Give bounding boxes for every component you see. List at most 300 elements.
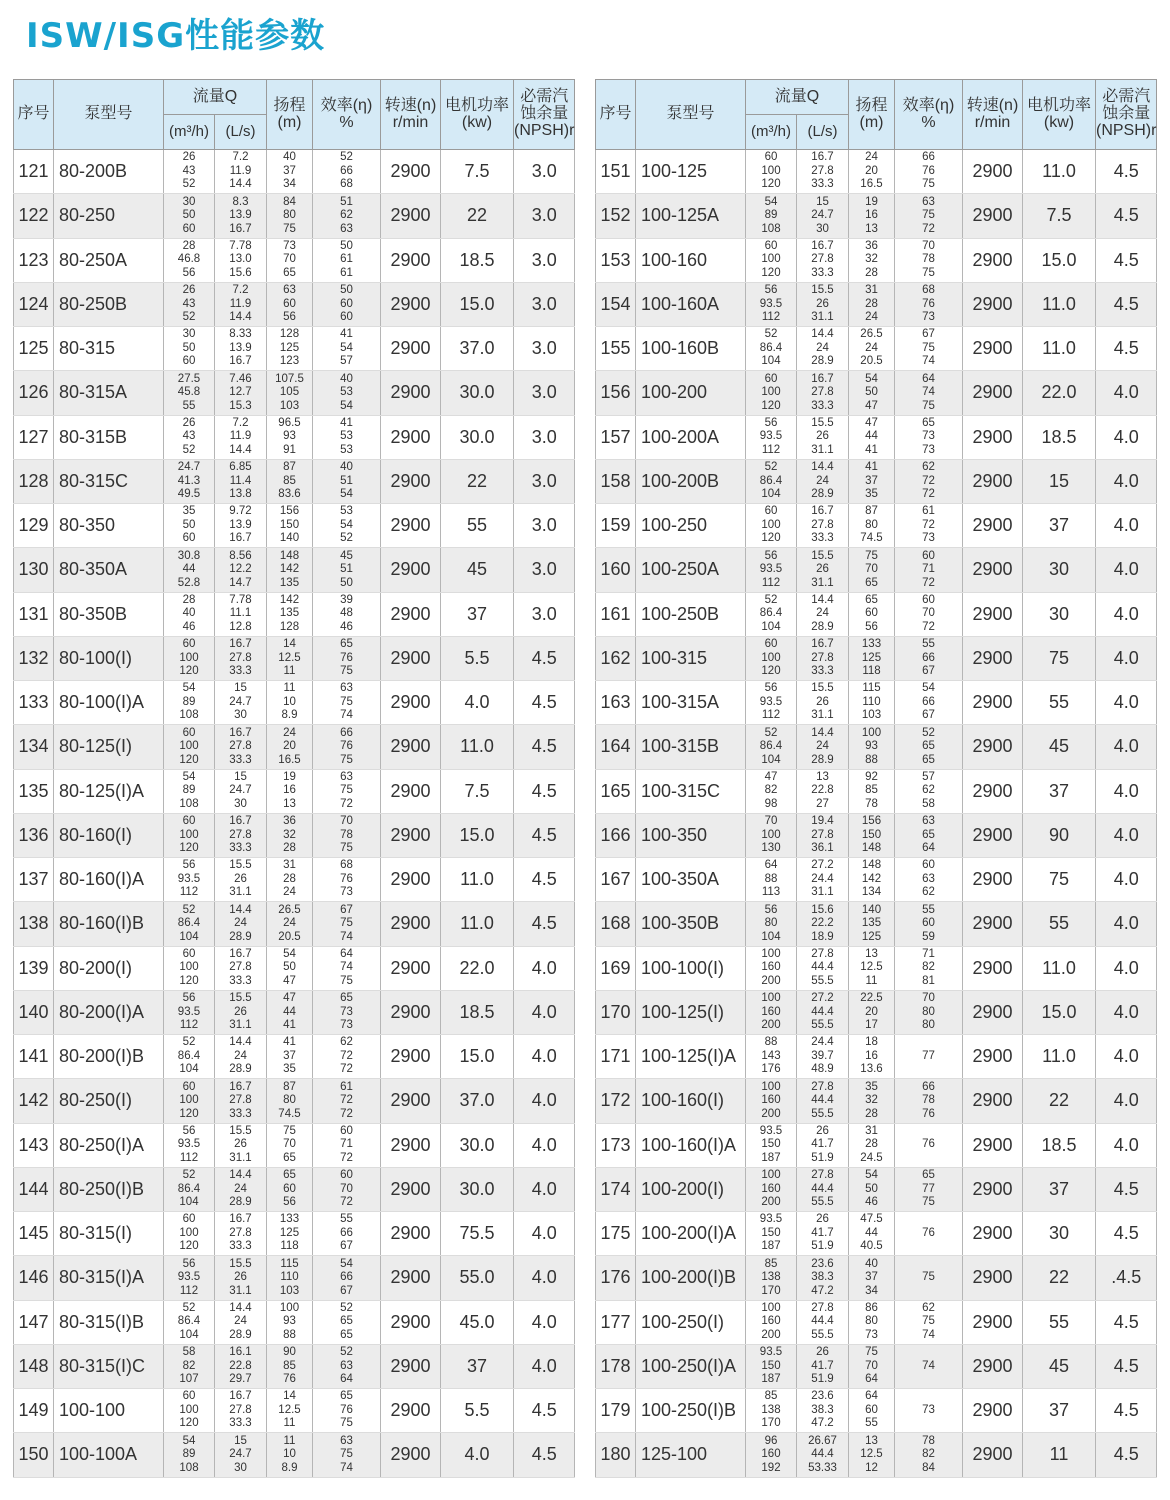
cell-model: 100-200A xyxy=(636,415,746,459)
cell-flow-m3h xyxy=(746,990,797,1034)
cell-flow-m3h xyxy=(746,813,797,857)
cell-flow-m3h-value: 120 xyxy=(761,399,781,412)
cell-power: 18.5 xyxy=(441,238,514,282)
cell-head xyxy=(267,990,313,1034)
cell-no: 126 xyxy=(14,371,54,415)
cell-model: 80-350A xyxy=(54,548,164,592)
cell-head-value: 110 xyxy=(862,695,881,708)
cell-efficiency-value: 74 xyxy=(922,1359,935,1372)
cell-no: 137 xyxy=(14,858,54,902)
cell-efficiency-value: 70 xyxy=(340,815,353,828)
cell-flow-ls-value: 16.7 xyxy=(229,726,252,739)
cell-head-value: 34 xyxy=(865,1284,878,1297)
cell-head-value: 11 xyxy=(283,1417,296,1430)
cell-flow-ls-value: 15.5 xyxy=(811,284,834,297)
cell-flow-m3h xyxy=(746,327,797,371)
cell-flow-m3h xyxy=(164,1123,215,1167)
cell-efficiency-value: 75 xyxy=(340,974,353,987)
cell-head-value: 10 xyxy=(283,1448,296,1461)
cell-efficiency-value: 78 xyxy=(922,1434,935,1447)
cell-flow-ls-value: 26 xyxy=(816,430,829,443)
cell-flow-m3h xyxy=(164,150,215,194)
cell-flow-ls-value: 28.9 xyxy=(229,1063,252,1076)
cell-efficiency-value: 63 xyxy=(340,1434,353,1447)
cell-flow-ls-value: 28.9 xyxy=(811,753,834,766)
cell-head xyxy=(267,282,313,326)
cell-power: 11.0 xyxy=(1023,1035,1096,1079)
table-row xyxy=(14,282,575,326)
cell-efficiency-value: 75 xyxy=(922,399,935,412)
cell-flow-m3h xyxy=(746,1256,797,1300)
table-row xyxy=(596,858,1157,902)
cell-flow-m3h xyxy=(164,769,215,813)
cell-efficiency-value: 74 xyxy=(922,355,935,368)
table-row xyxy=(14,150,575,194)
table-row xyxy=(14,1079,575,1123)
cell-flow-m3h-value: 100 xyxy=(761,828,781,841)
table-row xyxy=(14,194,575,238)
cell-head-value: 65 xyxy=(865,593,878,606)
cell-model: 80-160(I)A xyxy=(54,858,164,902)
cell-flow-m3h-value: 100 xyxy=(179,1226,199,1239)
cell-flow-m3h-value: 100 xyxy=(761,1080,781,1093)
cell-flow-m3h xyxy=(164,1433,215,1477)
cell-flow-m3h-value: 112 xyxy=(179,1284,199,1297)
cell-flow-ls-value: 38.3 xyxy=(811,1271,834,1284)
cell-flow-ls-value: 14.4 xyxy=(229,178,252,191)
cell-head xyxy=(849,1389,895,1433)
cell-flow-ls-value: 23.6 xyxy=(811,1257,834,1270)
cell-flow-m3h-value: 93.5 xyxy=(177,1005,201,1018)
cell-head-value: 35 xyxy=(283,1063,296,1076)
cell-efficiency xyxy=(313,1344,381,1388)
cell-efficiency-value: 68 xyxy=(340,859,353,872)
cell-model: 100-160(I)A xyxy=(636,1123,746,1167)
cell-head-value: 35 xyxy=(865,1080,878,1093)
cell-efficiency-value: 57 xyxy=(340,355,353,368)
cell-flow-ls xyxy=(215,990,267,1034)
cell-efficiency-value: 76 xyxy=(922,1107,935,1120)
cell-efficiency xyxy=(313,1035,381,1079)
cell-efficiency-value: 61 xyxy=(922,505,935,518)
cell-flow-m3h-value: 150 xyxy=(761,1138,781,1151)
cell-speed: 2900 xyxy=(381,1167,441,1211)
cell-flow-ls-value: 12.8 xyxy=(229,620,252,633)
cell-power: 11.0 xyxy=(441,902,514,946)
cell-efficiency-value: 72 xyxy=(922,222,935,235)
cell-flow-ls-value: 27.8 xyxy=(811,828,834,841)
cell-flow-ls xyxy=(215,1079,267,1123)
cell-flow-m3h xyxy=(746,1344,797,1388)
cell-flow-m3h-value: 104 xyxy=(761,753,781,766)
cell-flow-ls-value: 28.9 xyxy=(811,620,834,633)
cell-power: 15 xyxy=(1023,459,1096,503)
header-flow-ls: (L/s) xyxy=(797,115,849,150)
table-row xyxy=(596,150,1157,194)
cell-efficiency xyxy=(895,1300,963,1344)
cell-npsh: 4.0 xyxy=(1096,592,1157,636)
table-row xyxy=(596,1212,1157,1256)
cell-head xyxy=(849,1256,895,1300)
cell-speed: 2900 xyxy=(963,1344,1023,1388)
cell-efficiency xyxy=(313,725,381,769)
cell-flow-ls xyxy=(797,1433,849,1477)
cell-efficiency-value: 84 xyxy=(922,1461,935,1474)
cell-flow-ls xyxy=(797,1300,849,1344)
cell-model: 80-250(I)A xyxy=(54,1123,164,1167)
cell-flow-m3h-value: 160 xyxy=(761,961,781,974)
table-row xyxy=(596,725,1157,769)
cell-efficiency-value: 48 xyxy=(340,607,353,620)
cell-efficiency-value: 66 xyxy=(922,651,935,664)
cell-flow-m3h-value: 104 xyxy=(179,1063,199,1076)
cell-flow-ls-value: 33.3 xyxy=(229,1240,252,1253)
cell-flow-ls-value: 26 xyxy=(234,1271,247,1284)
cell-flow-ls xyxy=(215,150,267,194)
cell-flow-ls-value: 16.7 xyxy=(229,1213,252,1226)
cell-flow-m3h-value: 52 xyxy=(182,1036,196,1049)
cell-flow-m3h xyxy=(164,415,215,459)
cell-efficiency-value: 45 xyxy=(340,549,353,562)
cell-head-value: 17 xyxy=(865,1019,878,1032)
cell-head-value: 47.5 xyxy=(860,1213,883,1226)
cell-no: 156 xyxy=(596,371,636,415)
table-row xyxy=(14,1167,575,1211)
cell-head xyxy=(849,548,895,592)
cell-head xyxy=(849,459,895,503)
cell-flow-ls xyxy=(215,1389,267,1433)
cell-efficiency-value: 71 xyxy=(922,563,935,576)
cell-flow-ls xyxy=(797,1344,849,1388)
cell-head-value: 8.9 xyxy=(281,709,298,722)
cell-efficiency-value: 73 xyxy=(922,1403,935,1416)
table-row xyxy=(14,681,575,725)
cell-speed: 2900 xyxy=(381,371,441,415)
cell-model: 100-250A xyxy=(636,548,746,592)
cell-flow-m3h-value: 60 xyxy=(182,1080,196,1093)
cell-flow-m3h-value: 28 xyxy=(182,239,196,252)
cell-npsh: 4.0 xyxy=(1096,371,1157,415)
cell-head-value: 74.5 xyxy=(860,532,883,545)
cell-flow-m3h-value: 82 xyxy=(182,1359,196,1372)
header-npsh: 必需汽蚀余量 (NPSH)r xyxy=(514,80,575,150)
cell-head-value: 78 xyxy=(865,797,878,810)
cell-flow-m3h-value: 60 xyxy=(764,151,778,164)
cell-flow-m3h-value: 50 xyxy=(182,341,196,354)
cell-flow-m3h xyxy=(164,1389,215,1433)
cell-efficiency-value: 55 xyxy=(340,1213,353,1226)
header-flow-m3h: (m³/h) xyxy=(164,115,215,150)
cell-flow-m3h-value: 108 xyxy=(761,222,781,235)
cell-flow-m3h-value: 26 xyxy=(182,151,196,164)
cell-speed: 2900 xyxy=(381,150,441,194)
cell-power: 5.5 xyxy=(441,636,514,680)
cell-no: 134 xyxy=(14,725,54,769)
cell-flow-m3h-value: 56 xyxy=(764,903,778,916)
cell-speed: 2900 xyxy=(963,504,1023,548)
cell-flow-ls xyxy=(797,327,849,371)
cell-flow-ls-value: 44.4 xyxy=(811,1005,834,1018)
cell-head-value: 140 xyxy=(279,532,300,545)
cell-efficiency-value: 66 xyxy=(340,164,353,177)
cell-head-value: 75 xyxy=(865,1346,878,1359)
cell-head-value: 107.5 xyxy=(275,372,304,385)
cell-flow-m3h-value: 89 xyxy=(764,209,778,222)
table-row xyxy=(14,1035,575,1079)
cell-head xyxy=(849,150,895,194)
cell-power: 5.5 xyxy=(441,1389,514,1433)
cell-efficiency-value: 53 xyxy=(340,505,353,518)
cell-head-value: 50 xyxy=(865,386,878,399)
cell-npsh: .4.5 xyxy=(1096,1256,1157,1300)
cell-head-value: 125 xyxy=(279,1226,300,1239)
cell-head-value: 93 xyxy=(283,1315,296,1328)
cell-no: 128 xyxy=(14,459,54,503)
cell-no: 177 xyxy=(596,1300,636,1344)
cell-efficiency-value: 62 xyxy=(340,1036,353,1049)
cell-flow-m3h-value: 56 xyxy=(764,416,778,429)
cell-efficiency-value: 68 xyxy=(922,284,935,297)
cell-flow-m3h xyxy=(746,415,797,459)
cell-efficiency xyxy=(313,1300,381,1344)
cell-efficiency-value: 78 xyxy=(922,253,935,266)
table-row xyxy=(596,1079,1157,1123)
table-row xyxy=(14,1344,575,1388)
cell-efficiency-value: 62 xyxy=(922,784,935,797)
cell-flow-m3h-value: 49.5 xyxy=(177,488,201,501)
cell-flow-ls xyxy=(797,1212,849,1256)
cell-flow-ls xyxy=(797,459,849,503)
cell-no: 139 xyxy=(14,946,54,990)
cell-flow-m3h xyxy=(746,725,797,769)
cell-npsh: 4.5 xyxy=(1096,194,1157,238)
cell-power: 37 xyxy=(441,1344,514,1388)
cell-head xyxy=(267,636,313,680)
cell-speed: 2900 xyxy=(963,813,1023,857)
cell-flow-m3h-value: 60 xyxy=(764,505,778,518)
cell-flow-m3h-value: 108 xyxy=(179,797,199,810)
cell-speed: 2900 xyxy=(381,990,441,1034)
cell-flow-ls-value: 27.8 xyxy=(811,947,834,960)
cell-efficiency xyxy=(313,548,381,592)
cell-efficiency xyxy=(895,946,963,990)
cell-flow-ls xyxy=(797,1123,849,1167)
cell-efficiency xyxy=(895,1344,963,1388)
cell-model: 100-160(I) xyxy=(636,1079,746,1123)
cell-flow-ls xyxy=(797,194,849,238)
cell-npsh: 4.5 xyxy=(514,1433,575,1477)
cell-head-value: 105 xyxy=(279,386,300,399)
cell-head-value: 60 xyxy=(283,297,296,310)
cell-efficiency xyxy=(895,327,963,371)
table-row xyxy=(14,636,575,680)
cell-flow-ls-value: 30 xyxy=(234,709,247,722)
cell-npsh: 4.5 xyxy=(514,858,575,902)
cell-head-value: 88 xyxy=(865,753,878,766)
cell-flow-ls xyxy=(215,459,267,503)
cell-flow-m3h xyxy=(164,238,215,282)
cell-flow-m3h-value: 187 xyxy=(761,1151,781,1164)
cell-head-value: 28 xyxy=(283,842,296,855)
cell-flow-ls-value: 28.9 xyxy=(229,1328,252,1341)
cell-head-value: 37 xyxy=(865,474,878,487)
cell-flow-ls-value: 11.4 xyxy=(229,474,252,487)
table-row xyxy=(14,769,575,813)
cell-flow-m3h-value: 120 xyxy=(179,1107,199,1120)
cell-flow-m3h-value: 100 xyxy=(179,961,199,974)
cell-flow-ls-value: 55.5 xyxy=(811,1107,834,1120)
cell-efficiency-value: 67 xyxy=(340,1284,353,1297)
cell-flow-m3h-value: 120 xyxy=(761,178,781,191)
cell-efficiency xyxy=(895,1212,963,1256)
cell-flow-m3h-value: 93.5 xyxy=(759,430,783,443)
cell-head-value: 80 xyxy=(283,1094,296,1107)
cell-flow-ls-value: 26 xyxy=(816,1346,829,1359)
cell-head-value: 47 xyxy=(865,416,878,429)
cell-flow-m3h xyxy=(746,371,797,415)
cell-flow-ls-value: 26.67 xyxy=(808,1434,837,1447)
cell-flow-m3h-value: 112 xyxy=(761,576,781,589)
cell-npsh: 4.5 xyxy=(514,681,575,725)
cell-power: 30.0 xyxy=(441,415,514,459)
cell-flow-ls-value: 33.3 xyxy=(229,665,252,678)
cell-flow-ls-value: 7.2 xyxy=(232,151,249,164)
cell-head xyxy=(267,415,313,459)
cell-efficiency-value: 67 xyxy=(340,903,353,916)
table-row xyxy=(596,592,1157,636)
cell-flow-m3h-value: 192 xyxy=(761,1461,781,1474)
cell-power: 55 xyxy=(1023,902,1096,946)
cell-flow-m3h-value: 130 xyxy=(761,842,781,855)
cell-model: 100-315C xyxy=(636,769,746,813)
cell-model: 100-125 xyxy=(636,150,746,194)
cell-head xyxy=(267,1167,313,1211)
cell-efficiency-value: 76 xyxy=(922,164,935,177)
cell-flow-m3h-value: 120 xyxy=(179,665,199,678)
cell-npsh: 4.5 xyxy=(1096,1167,1157,1211)
cell-model: 80-100(I) xyxy=(54,636,164,680)
cell-model: 100-200(I)B xyxy=(636,1256,746,1300)
cell-head-value: 118 xyxy=(862,665,881,678)
cell-head xyxy=(267,238,313,282)
cell-head-value: 26.5 xyxy=(278,903,301,916)
cell-model: 80-250B xyxy=(54,282,164,326)
cell-model: 80-200B xyxy=(54,150,164,194)
cell-flow-ls xyxy=(215,636,267,680)
cell-efficiency-value: 75 xyxy=(922,1196,935,1209)
cell-flow-m3h-value: 100 xyxy=(761,386,781,399)
cell-head-value: 93 xyxy=(283,430,296,443)
cell-efficiency xyxy=(895,725,963,769)
cell-flow-ls-value: 47.2 xyxy=(811,1417,834,1430)
cell-flow-m3h-value: 104 xyxy=(761,488,781,501)
cell-head-value: 13 xyxy=(865,1434,878,1447)
cell-head xyxy=(267,946,313,990)
table-row xyxy=(596,681,1157,725)
cell-efficiency-value: 70 xyxy=(922,992,935,1005)
cell-flow-m3h xyxy=(164,282,215,326)
cell-head-value: 150 xyxy=(861,828,882,841)
cell-efficiency-value: 64 xyxy=(340,947,353,960)
table-row xyxy=(596,1300,1157,1344)
cell-head-value: 14 xyxy=(283,1390,296,1403)
cell-flow-ls xyxy=(215,725,267,769)
table-row xyxy=(14,327,575,371)
cell-flow-ls xyxy=(797,1256,849,1300)
cell-flow-ls xyxy=(797,636,849,680)
cell-npsh: 4.0 xyxy=(1096,946,1157,990)
cell-head xyxy=(849,769,895,813)
cell-efficiency-value: 74 xyxy=(340,709,353,722)
cell-model: 100-250(I)B xyxy=(636,1389,746,1433)
cell-power: 11.0 xyxy=(441,725,514,769)
cell-npsh: 4.0 xyxy=(1096,769,1157,813)
cell-no: 135 xyxy=(14,769,54,813)
cell-efficiency-value: 53 xyxy=(340,430,353,443)
cell-head-value: 50 xyxy=(865,1182,878,1195)
cell-flow-ls-value: 39.7 xyxy=(811,1049,834,1062)
cell-head-value: 41 xyxy=(865,461,878,474)
cell-power: 55 xyxy=(1023,681,1096,725)
cell-efficiency-value: 62 xyxy=(922,1301,935,1314)
cell-head-value: 11 xyxy=(283,1434,296,1447)
cell-model: 80-315(I)C xyxy=(54,1344,164,1388)
cell-flow-ls-value: 31.1 xyxy=(229,1019,252,1032)
cell-efficiency xyxy=(313,371,381,415)
cell-head-value: 83.6 xyxy=(278,488,301,501)
cell-head-value: 31 xyxy=(865,284,878,297)
cell-flow-ls-value: 28.9 xyxy=(811,488,834,501)
cell-speed: 2900 xyxy=(963,371,1023,415)
cell-head-value: 96.5 xyxy=(278,416,301,429)
cell-head-value: 80 xyxy=(865,1315,878,1328)
cell-flow-m3h xyxy=(746,282,797,326)
cell-head-value: 16 xyxy=(283,784,296,797)
cell-npsh: 3.0 xyxy=(514,238,575,282)
cell-flow-m3h-value: 60 xyxy=(764,239,778,252)
cell-no: 149 xyxy=(14,1389,54,1433)
cell-power: 22 xyxy=(441,194,514,238)
cell-speed: 2900 xyxy=(963,592,1023,636)
cell-npsh: 4.0 xyxy=(514,1344,575,1388)
cell-head-value: 24 xyxy=(865,151,878,164)
cell-head-value: 133 xyxy=(861,638,882,651)
cell-flow-ls-value: 6.85 xyxy=(229,461,252,474)
cell-head xyxy=(849,1035,895,1079)
cell-no: 148 xyxy=(14,1344,54,1388)
cell-flow-m3h-value: 52 xyxy=(764,328,778,341)
cell-flow-ls-value: 27.8 xyxy=(811,164,834,177)
cell-flow-ls xyxy=(215,769,267,813)
table-row xyxy=(14,1389,575,1433)
cell-no: 151 xyxy=(596,150,636,194)
cell-flow-ls xyxy=(215,813,267,857)
header-npsh: 必需汽蚀余量 (NPSH)r xyxy=(1096,80,1157,150)
cell-speed: 2900 xyxy=(963,681,1023,725)
cell-flow-ls-value: 15.5 xyxy=(229,859,252,872)
cell-efficiency-value: 76 xyxy=(340,740,353,753)
cell-flow-m3h-value: 89 xyxy=(182,1448,196,1461)
cell-efficiency-value: 50 xyxy=(340,239,353,252)
cell-flow-ls-value: 31.1 xyxy=(811,443,834,456)
cell-flow-ls-value: 27.2 xyxy=(811,992,834,1005)
cell-npsh: 4.5 xyxy=(514,1389,575,1433)
cell-no: 169 xyxy=(596,946,636,990)
cell-head-value: 56 xyxy=(283,1196,296,1209)
table-row xyxy=(14,548,575,592)
cell-speed: 2900 xyxy=(963,194,1023,238)
cell-flow-ls xyxy=(215,327,267,371)
